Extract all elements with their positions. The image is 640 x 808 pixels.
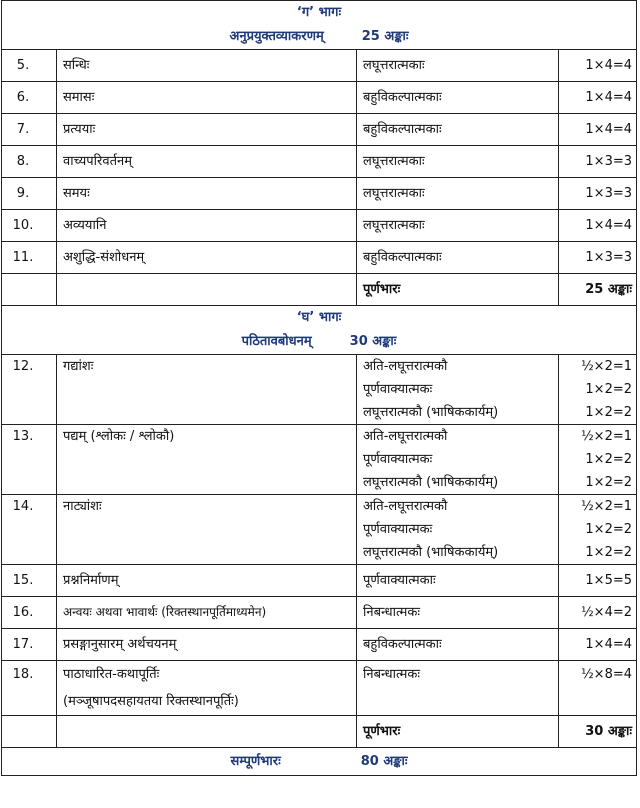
section-d-header xyxy=(2,306,637,355)
question-marks: ½×8=4 xyxy=(581,667,633,682)
question-number: 6. xyxy=(2,82,57,114)
question-number: 11. xyxy=(2,242,57,274)
question-number: 7. xyxy=(2,114,57,146)
question-topic: वाच्यपरिवर्तनम् xyxy=(57,146,357,178)
question-marks: 1×2=2 xyxy=(585,382,633,397)
question-type: अति-लघूत्तरात्मकौ xyxy=(363,359,448,374)
question-marks: 1×2=2 xyxy=(585,545,633,560)
section-c-total-value: 25 अङ्काः xyxy=(559,274,637,306)
question-topic: अव्ययानि xyxy=(57,210,357,242)
table-row xyxy=(2,114,637,146)
question-type: निबन्धात्मकः xyxy=(357,597,559,629)
section-c-total-label: पूर्णभारः xyxy=(357,274,559,306)
table-row xyxy=(2,50,637,82)
question-type: बहुविकल्पात्मकाः xyxy=(357,242,559,274)
marks-distribution-table xyxy=(1,0,637,776)
question-type: लघूत्तरात्मकौ (भाषिककार्यम्) xyxy=(363,475,499,490)
question-type: अति-लघूत्तरात्मकौ xyxy=(363,429,448,444)
section-d-marks: 30 अङ्काः xyxy=(349,334,397,349)
question-type: अति-लघूत्तरात्मकौ xyxy=(363,499,448,514)
question-type: बहुविकल्पात्मकाः xyxy=(357,82,559,114)
table-row xyxy=(2,597,637,629)
question-topic: प्रत्ययाः xyxy=(57,114,357,146)
question-type: पूर्णवाक्यात्मकः xyxy=(363,382,433,397)
question-type: लघूत्तरात्मकाः xyxy=(357,178,559,210)
section-d-total-label: पूर्णभारः xyxy=(357,716,559,748)
question-marks: ½×2=1 xyxy=(581,429,633,444)
grand-total-row xyxy=(2,748,637,776)
question-marks: 1×3=3 xyxy=(559,178,637,210)
question-marks: ½×2=1 xyxy=(581,499,633,514)
question-topic: अन्वयः अथवा भावार्थः (रिक्तस्थानपूर्तिमाध्यमेन) xyxy=(57,597,357,629)
question-topic: सन्धिः xyxy=(57,50,357,82)
question-marks: 1×2=2 xyxy=(585,522,633,537)
question-marks: 1×2=2 xyxy=(585,475,633,490)
question-topic: प्रश्ननिर्माणम् xyxy=(57,565,357,597)
question-number: 12. xyxy=(12,359,34,374)
question-marks: 1×4=4 xyxy=(559,114,637,146)
question-topic: समयः xyxy=(57,178,357,210)
question-topic: प्रसङ्गानुसारम् अर्थचयनम् xyxy=(57,629,357,661)
table-row xyxy=(2,629,637,661)
question-type: लघूत्तरात्मकाः xyxy=(357,50,559,82)
section-c-header-row xyxy=(2,1,637,50)
question-topic: समासः xyxy=(57,82,357,114)
table-row xyxy=(2,146,637,178)
section-c-marks: 25 अङ्काः xyxy=(361,29,409,44)
question-number: 14. xyxy=(12,499,34,514)
question-marks: 1×5=5 xyxy=(559,565,637,597)
table-row xyxy=(2,82,637,114)
question-type: लघूत्तरात्मकौ (भाषिककार्यम्) xyxy=(363,545,499,560)
question-number: 17. xyxy=(2,629,57,661)
table-row xyxy=(2,565,637,597)
question-topic: गद्यांशः xyxy=(63,359,94,374)
question-marks: 1×4=4 xyxy=(559,629,637,661)
section-c-subtitle: अनुप्रयुक्तव्याकरणम् xyxy=(229,29,324,44)
question-number: 10. xyxy=(2,210,57,242)
question-type: पूर्णवाक्यात्मकः xyxy=(363,452,433,467)
question-number: 16. xyxy=(2,597,57,629)
question-topic-note: (मञ्जूषापदसहायतया रिक्तस्थानपूर्तिः) xyxy=(63,694,239,709)
table-row xyxy=(2,355,637,425)
question-number: 15. xyxy=(2,565,57,597)
question-number: 5. xyxy=(2,50,57,82)
question-type: निबन्धात्मकः xyxy=(363,667,421,682)
section-d-subtitle-line xyxy=(2,330,636,354)
section-c-subtitle-line xyxy=(2,25,636,49)
question-marks: ½×2=1 xyxy=(581,359,633,374)
question-marks: 1×4=4 xyxy=(559,210,637,242)
question-marks: 1×2=2 xyxy=(585,405,633,420)
section-c-total-row xyxy=(2,274,637,306)
question-type: पूर्णवाक्यात्मकः xyxy=(363,522,433,537)
question-type: लघूत्तरात्मकाः xyxy=(357,146,559,178)
section-d-title: ‘घ’ भागः xyxy=(296,310,342,325)
question-type: बहुविकल्पात्मकाः xyxy=(357,114,559,146)
table-row xyxy=(2,178,637,210)
question-marks: ½×4=2 xyxy=(559,597,637,629)
question-topic: अशुद्धि-संशोधनम् xyxy=(57,242,357,274)
question-marks: 1×3=3 xyxy=(559,242,637,274)
table-row xyxy=(2,242,637,274)
table-row xyxy=(2,495,637,565)
table-row xyxy=(2,661,637,716)
question-marks: 1×2=2 xyxy=(585,452,633,467)
question-topic: पद्यम् (श्लोकः / श्लोकौ) xyxy=(63,429,175,444)
section-d-total-value: 30 अङ्काः xyxy=(559,716,637,748)
table-row xyxy=(2,425,637,495)
question-number: 18. xyxy=(12,667,34,682)
grand-total-label: सम्पूर्णभारः xyxy=(230,754,281,769)
section-d-header-row xyxy=(2,306,637,355)
question-number: 13. xyxy=(12,429,34,444)
question-topic: नाट्यांशः xyxy=(63,499,102,514)
section-d-subtitle: पठितावबोधनम् xyxy=(241,334,312,349)
question-type: लघूत्तरात्मकाः xyxy=(357,210,559,242)
section-c-title: ‘ग’ भागः xyxy=(296,5,342,20)
question-topic: पाठाधारित-कथापूर्तिः xyxy=(63,667,160,682)
question-type: बहुविकल्पात्मकाः xyxy=(357,629,559,661)
question-type: पूर्णवाक्यात्मकाः xyxy=(357,565,559,597)
question-type: लघूत्तरात्मकौ (भाषिककार्यम्) xyxy=(363,405,499,420)
question-marks: 1×4=4 xyxy=(559,82,637,114)
question-number: 9. xyxy=(2,178,57,210)
section-c-header xyxy=(2,1,637,50)
section-d-total-row xyxy=(2,716,637,748)
question-marks: 1×3=3 xyxy=(559,146,637,178)
grand-total-value: 80 अङ्काः xyxy=(360,754,408,769)
grand-total xyxy=(2,748,637,776)
question-marks: 1×4=4 xyxy=(559,50,637,82)
table-row xyxy=(2,210,637,242)
question-number: 8. xyxy=(2,146,57,178)
